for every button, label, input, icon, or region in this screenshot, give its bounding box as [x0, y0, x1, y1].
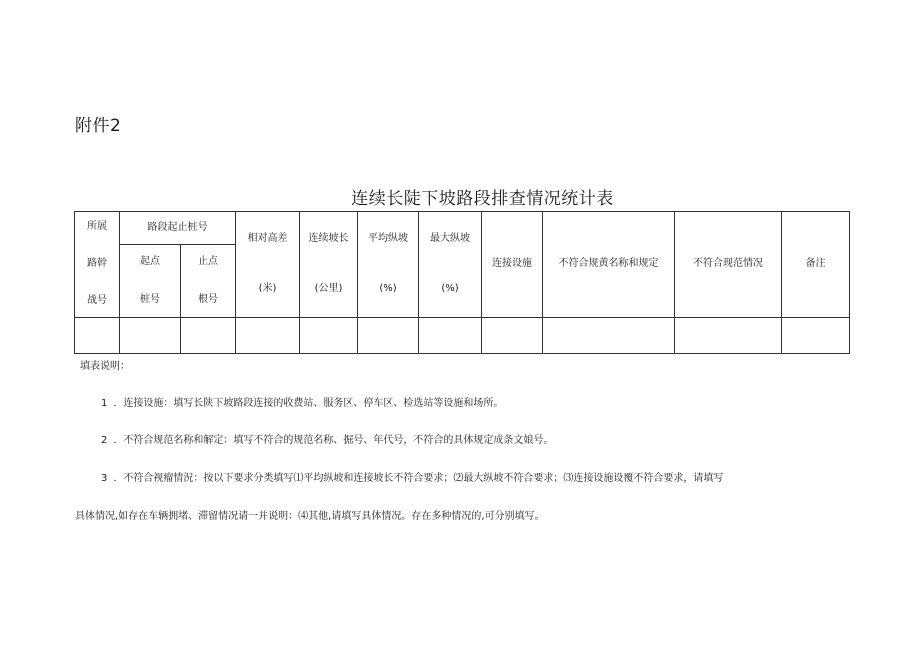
empty-cell — [782, 317, 850, 353]
empty-cell — [543, 317, 675, 353]
statistics-table — [74, 211, 850, 354]
header-connecting-facility: 连接设施 — [482, 212, 543, 318]
note-item-2: 2 ．不符合规范名称和解定：填写不符合的规范名称、掘号、年代号，不符合的具体规定成条文娘号。 — [101, 435, 554, 446]
table-row — [75, 317, 850, 353]
attachment-label: 附件2 — [75, 116, 122, 136]
notes-heading: 填表说明： — [80, 361, 130, 372]
empty-cell — [675, 317, 782, 353]
empty-cell — [181, 317, 236, 353]
empty-cell — [236, 317, 300, 353]
note-item-1: 1 ．连接设施：填写长陕下坡路段连接的收费站、服务区、停车区、检选站等设施和场所。 — [101, 398, 504, 409]
empty-cell — [482, 317, 543, 353]
note-item-3-continued: 具体情况,如存在车辆拥堵、滞留情况请一并说明：⑷其他,请填写具体情况。存在多种情况的,可分别填写。 — [75, 511, 545, 522]
header-stake-range: 路段起止桩号 — [120, 212, 236, 245]
header-continuous-length: 连续坡长 (公里) — [300, 212, 358, 318]
empty-cell — [419, 317, 482, 353]
header-relative-height: 相对高差 (米) — [236, 212, 300, 318]
empty-cell — [75, 317, 120, 353]
header-route-number: 所展 路幹 战号 — [75, 212, 120, 318]
document-title: 连续长陡下坡路段排查情况统计表 — [351, 189, 614, 209]
header-average-slope: 平均纵坡 (%) — [358, 212, 419, 318]
note-item-3: 3 ．不符合视瘤情況：按以下要求分类填写⑴平均纵坡和连接坡长不符合要求；⑵最大纵坡不符合要求；⑶连接设施设覆不符合要求，请填写 — [101, 473, 724, 484]
header-max-slope: 最大纵坡 (%) — [419, 212, 482, 318]
empty-cell — [120, 317, 181, 353]
header-end-stake: 止点 根号 — [181, 245, 236, 318]
header-start-stake: 起点 桩号 — [120, 245, 181, 318]
empty-cell — [358, 317, 419, 353]
header-noncompliant-standard: 不符合规黄名称和规定 — [543, 212, 675, 318]
header-noncompliant-situation: 不符合现范情况 — [675, 212, 782, 318]
header-remark: 备注 — [782, 212, 850, 318]
empty-cell — [300, 317, 358, 353]
